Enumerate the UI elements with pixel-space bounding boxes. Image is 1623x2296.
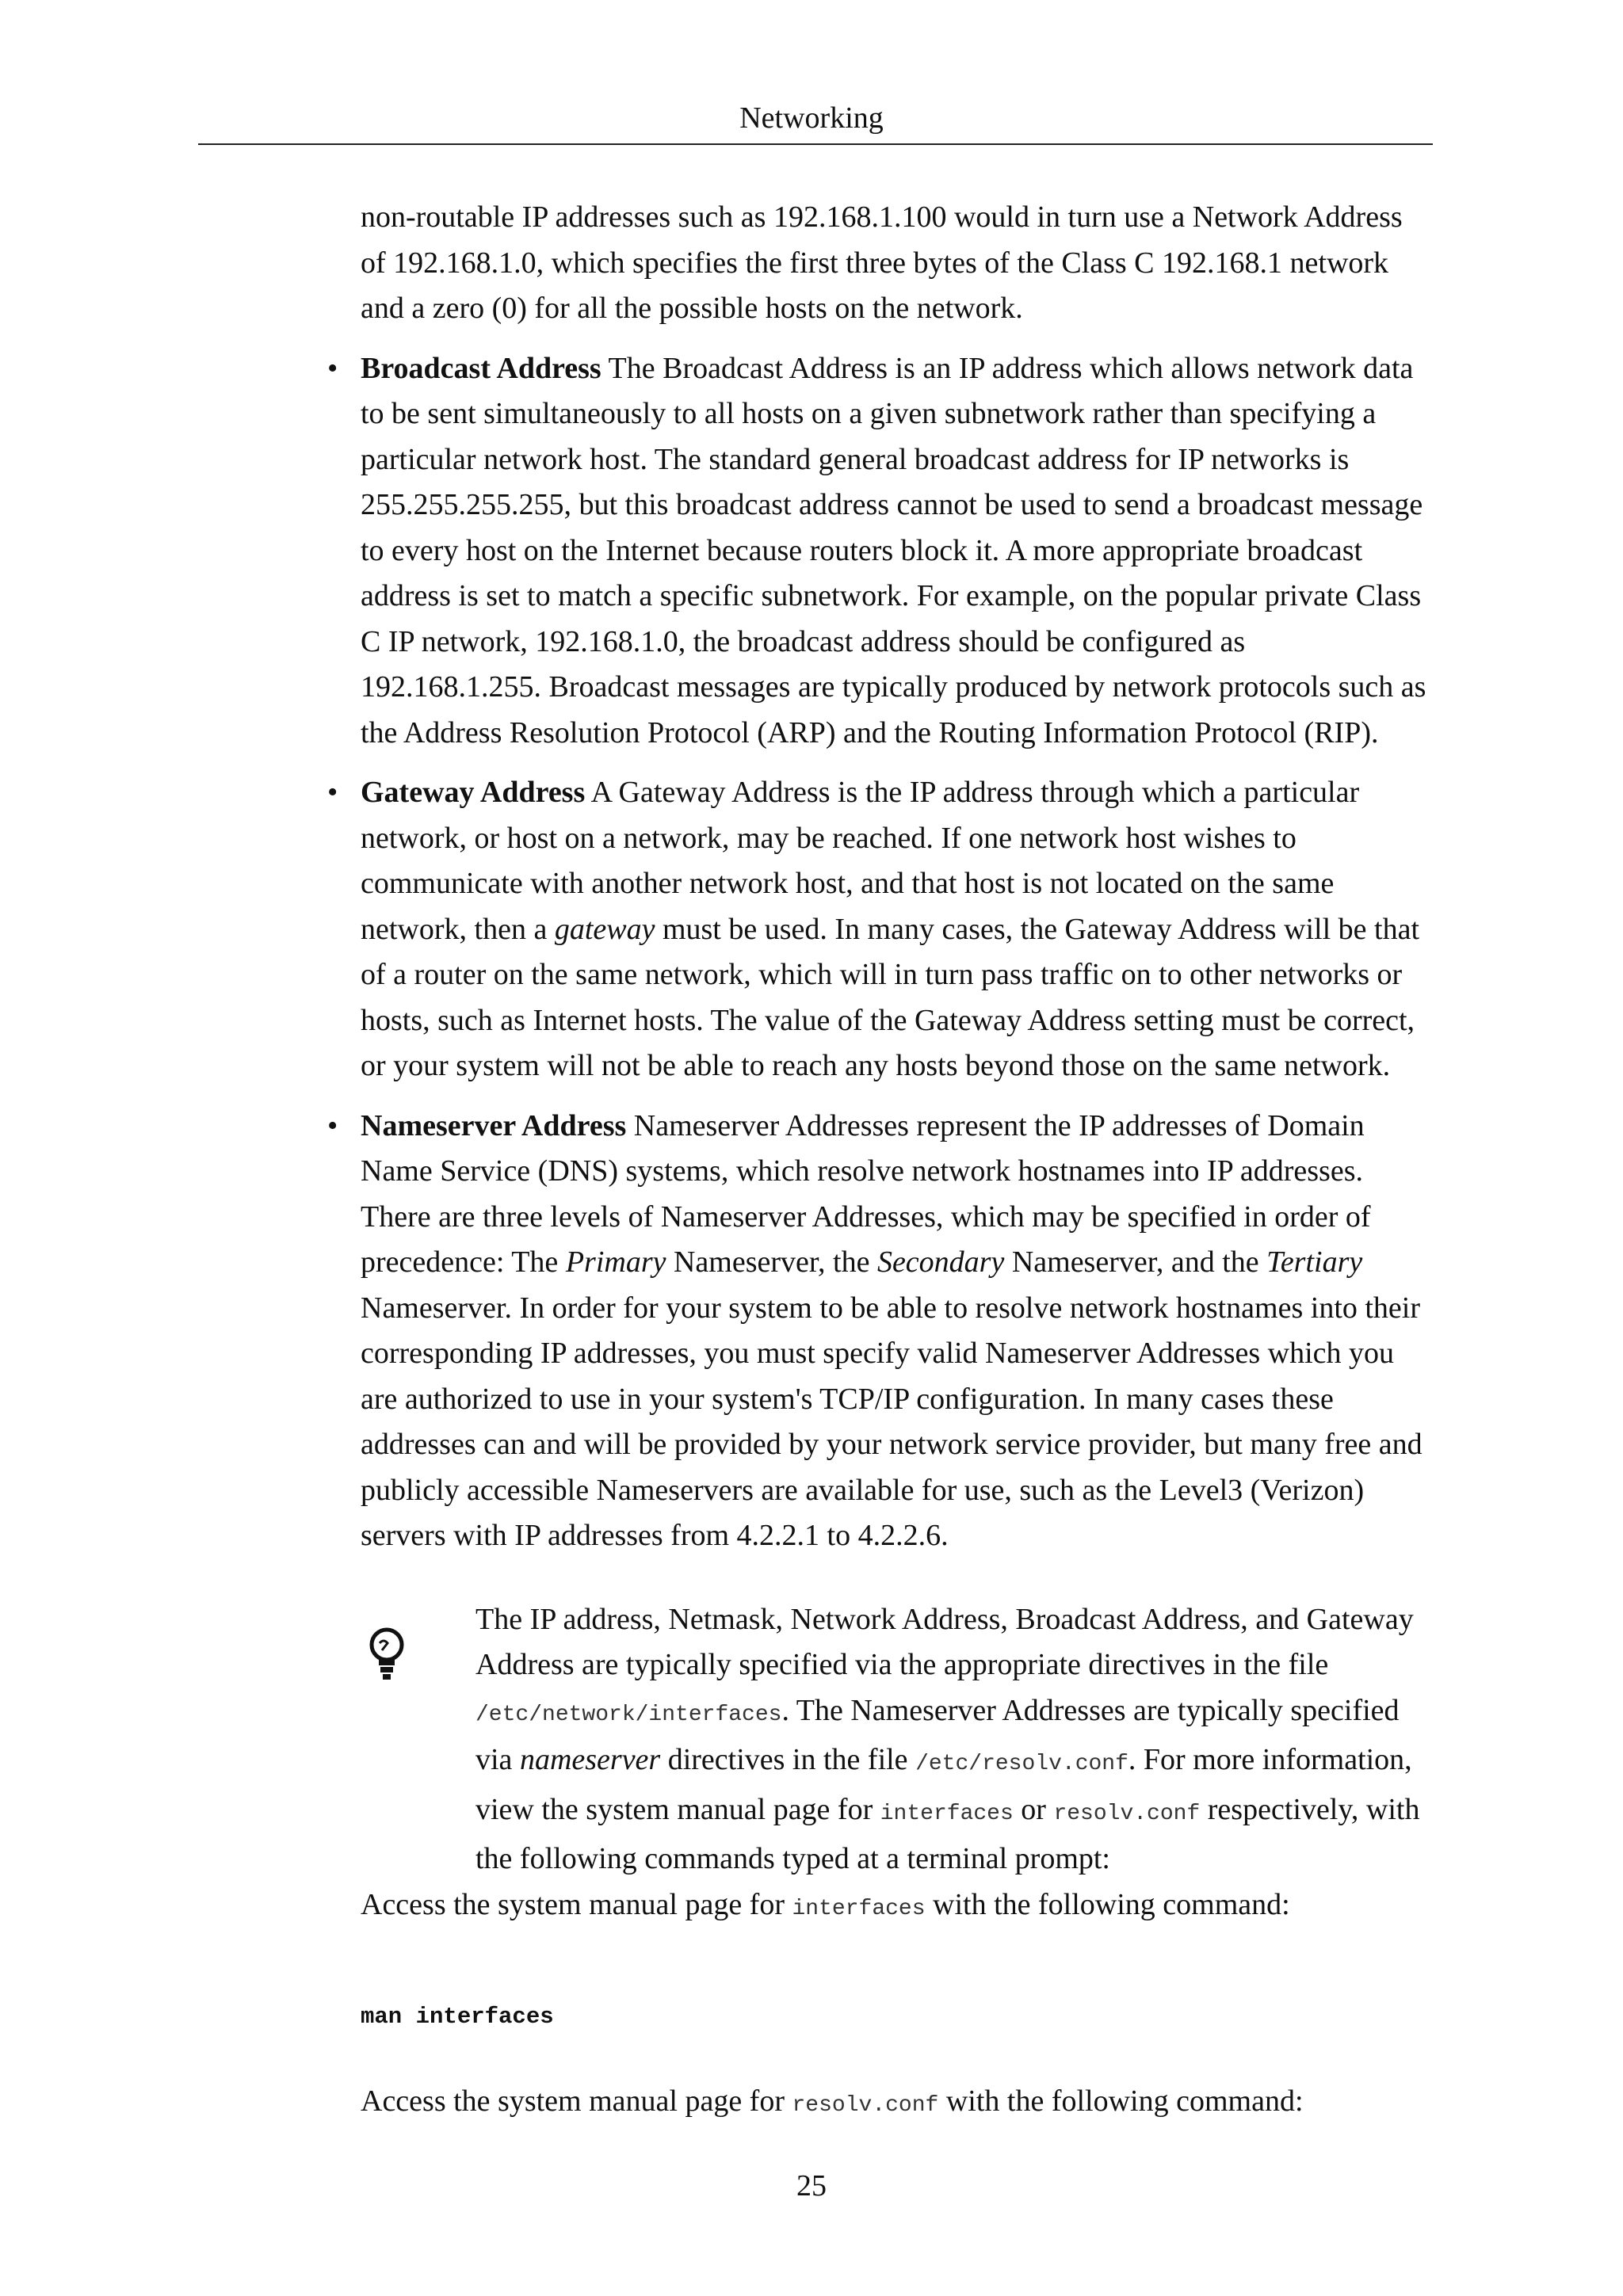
- code-interfaces: interfaces: [880, 1801, 1014, 1826]
- command-man-interfaces: man interfaces: [361, 2004, 554, 2030]
- term-nameserver-address: Nameserver Address: [361, 1108, 627, 1142]
- lightbulb-icon: [369, 1627, 405, 1684]
- tip-text-part: . For more information, view the system manual page for: [475, 1743, 1412, 1826]
- bullet-text: [361, 346, 1430, 757]
- intro-paragraph: non-routable IP addresses such as 192.168.1.100 would in turn use a Network Address of 192.168.1.0, which specifies the first three bytes of the Class C 192.168.1 network and a zero (0) for all the possible hosts on the network.: [361, 200, 1403, 325]
- bullet-broadcast-address: [327, 346, 1430, 757]
- bullet-icon: •: [327, 351, 338, 385]
- paragraph-text: with the following command:: [938, 2084, 1304, 2118]
- paragraph-text: Access the system manual page for: [361, 1887, 792, 1921]
- file-path-resolv: /etc/resolv.conf: [915, 1752, 1128, 1776]
- emphasis-tertiary: Tertiary: [1266, 1245, 1363, 1279]
- emphasis-secondary: Secondary: [876, 1245, 1005, 1279]
- page-body: [327, 195, 1430, 2129]
- definition-text: Nameserver Addresses represent the IP addresses of Domain Name Service (DNS) systems, which resolve network hostnames into IP addresses. There are three levels of Nameserver Addresses, which may be specified in order of precedence: The: [361, 1108, 1371, 1279]
- term-gateway-address: Gateway Address: [361, 776, 586, 809]
- definition-text: The Broadcast Address is an IP address which allows network data to be sent simultaneously to all hosts on a given subnetwork rather than specifying a particular network host. The standard general broadcast address for IP networks is 255.255.255.255, but this broadcast address cannot be used to send a broadcast message to every host on the Internet because routers block it. A more appropriate broadcast address is set to match a specific subnetwork. For example, on the popular private Class C IP network, 192.168.1.0, the broadcast address should be configured as 192.168.1.255. Broadcast messages are typically produced by network protocols such as the Address Resolution Protocol (ARP) and the Routing Information Protocol (RIP).: [361, 351, 1426, 749]
- bullet-icon: •: [327, 1108, 338, 1142]
- tip-text: [475, 1597, 1430, 1882]
- bullet-gateway-address: [327, 770, 1430, 1089]
- page-number: 25: [796, 2169, 827, 2203]
- definition-text: Nameserver. In order for your system to be able to resolve network hostnames into their corresponding IP addresses, you must specify valid Nameserver Addresses which you are authorized to use in your system's TCP/IP configuration. In many cases these addresses can and will be provided by your network service provider, but many free and publicly accessible Nameservers are available for use, such as the Level3 (Verizon) servers with IP addresses from 4.2.2.1 to 4.2.2.6.: [361, 1291, 1423, 1552]
- code-resolv-conf: resolv.conf: [792, 2093, 939, 2118]
- emphasis-primary: Primary: [565, 1245, 666, 1279]
- emphasis-nameserver: nameserver: [519, 1743, 661, 1776]
- tip-text-part: . The Nameserver Addresses are typically specified via: [475, 1693, 1400, 1776]
- tip-note: [361, 1597, 1430, 1882]
- access-resolv-paragraph: [361, 2079, 1430, 2129]
- code-resolv-conf: resolv.conf: [1053, 1801, 1201, 1826]
- paragraph-text: Access the system manual page for: [361, 2084, 792, 2118]
- bullet-icon: •: [327, 776, 338, 809]
- running-header: Networking: [739, 101, 884, 135]
- definition-text: Nameserver, the: [666, 1245, 877, 1279]
- header-rule: [198, 143, 1433, 145]
- tip-text-part: The IP address, Netmask, Network Address, Broadcast Address, and Gateway Address are typically specified via the appropriate directives in the file: [475, 1602, 1414, 1681]
- access-interfaces-paragraph: [361, 1882, 1430, 1932]
- code-interfaces: interfaces: [792, 1896, 926, 1921]
- paragraph-text: with the following command:: [925, 1887, 1290, 1921]
- file-path-interfaces: /etc/network/interfaces: [475, 1702, 782, 1727]
- tip-text-part: directives in the file: [660, 1743, 916, 1776]
- emphasis-gateway: gateway: [554, 912, 655, 946]
- definition-text: Nameserver, and the: [1004, 1245, 1267, 1279]
- tip-text-part: or: [1013, 1792, 1054, 1826]
- bullet-text: [361, 770, 1430, 1089]
- bullet-nameserver-address: [327, 1104, 1430, 1559]
- bullet-text: [361, 1104, 1430, 1559]
- term-broadcast-address: Broadcast Address: [361, 351, 601, 385]
- definition-text: must be used. In many cases, the Gateway Address will be that of a router on the same network, which will in turn pass traffic on to other networks or hosts, such as Internet hosts. The value of the Gateway Address setting must be correct, or your system will not be able to reach any hosts beyond those on the same network.: [361, 912, 1419, 1082]
- definition-text: A Gateway Address is the IP address through which a particular network, or host on a network, may be reached. If one network host wishes to communicate with another network host, and that host is not located on the same network, then a: [361, 776, 1360, 946]
- tip-text-part: respectively, with the following commands typed at a terminal prompt:: [475, 1792, 1420, 1875]
